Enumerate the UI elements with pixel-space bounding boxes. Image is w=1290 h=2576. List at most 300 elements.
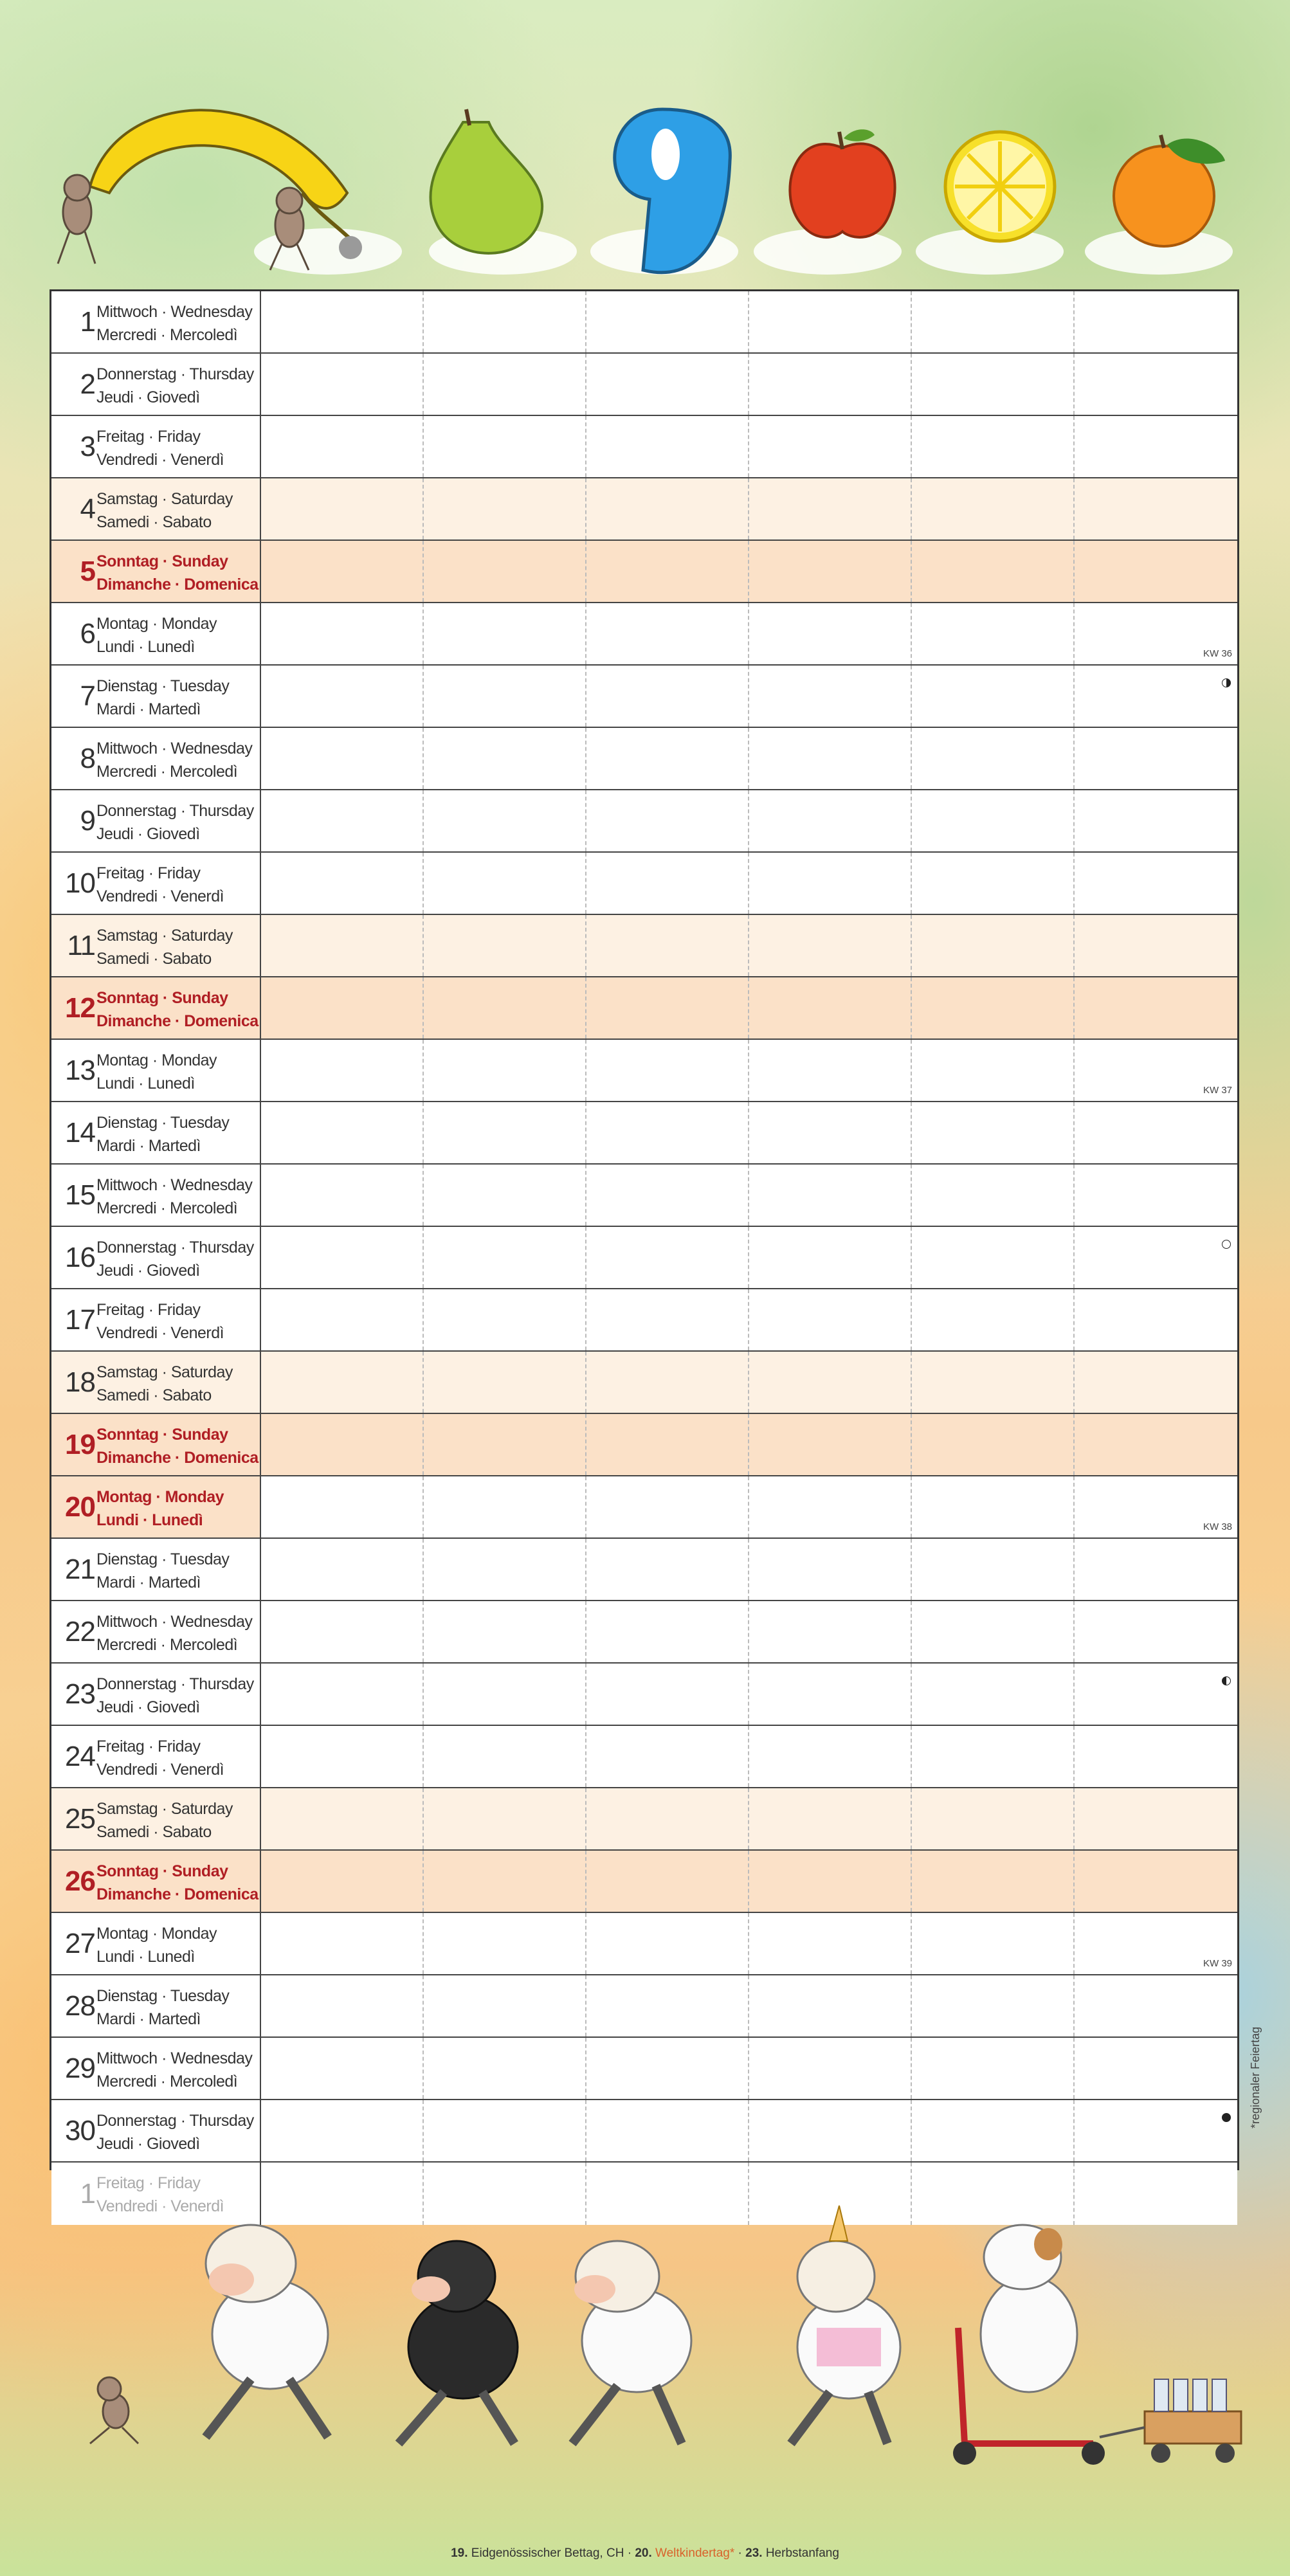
entry-cell[interactable] — [1075, 1289, 1237, 1350]
weekday-line: Dienstag · Tuesday — [96, 1550, 230, 1568]
entry-cell[interactable] — [424, 1788, 586, 1849]
entry-cell[interactable] — [749, 354, 912, 415]
entry-cell[interactable] — [424, 1476, 586, 1537]
weekday-name — [96, 1111, 261, 1157]
entry-cell[interactable] — [749, 1726, 912, 1787]
entry-cell[interactable] — [749, 1539, 912, 1600]
weekday-name — [96, 1735, 261, 1781]
entry-cell[interactable] — [586, 728, 749, 789]
entry-cell[interactable] — [1075, 1227, 1237, 1288]
entry-cell[interactable] — [1075, 1102, 1237, 1163]
entry-cell[interactable] — [586, 2100, 749, 2161]
entry-cell[interactable] — [1075, 728, 1237, 789]
entry-cell[interactable] — [261, 1664, 424, 1725]
weekday-name — [96, 1984, 261, 2031]
day-number: 29 — [65, 2052, 95, 2084]
moon-phase-icon — [1222, 678, 1231, 687]
entry-cell[interactable] — [912, 603, 1075, 664]
entry-cell[interactable] — [586, 603, 749, 664]
footer-holiday: Weltkindertag* — [651, 2546, 735, 2560]
day-cell — [51, 1788, 261, 1849]
weekday-line: Lundi · Lunedì — [96, 638, 195, 656]
entry-cell[interactable] — [424, 291, 586, 352]
entry-cell[interactable] — [424, 1227, 586, 1288]
entry-cell[interactable] — [424, 1539, 586, 1600]
weekday-line: Lundi · Lunedì — [96, 1948, 195, 1966]
entry-cell[interactable] — [749, 1289, 912, 1350]
entry-cell[interactable] — [586, 1289, 749, 1350]
entry-cell[interactable] — [912, 1289, 1075, 1350]
moon-phase-icon — [1222, 2113, 1231, 2122]
entry-cell[interactable] — [912, 1726, 1075, 1787]
entry-cell[interactable] — [424, 2100, 586, 2161]
entry-cell[interactable] — [912, 728, 1075, 789]
entry-cell[interactable] — [586, 1726, 749, 1787]
day-cell — [51, 478, 261, 540]
weekday-line: Mittwoch · Wednesday — [96, 739, 253, 757]
entry-cell[interactable] — [1075, 2100, 1237, 2161]
entry-cell[interactable] — [912, 1788, 1075, 1849]
entry-cell[interactable] — [912, 1165, 1075, 1226]
entry-cell[interactable] — [912, 666, 1075, 727]
calendar-row — [51, 1913, 1237, 1975]
calendar-row — [51, 790, 1237, 853]
entry-cell[interactable] — [1075, 2038, 1237, 2099]
calendar-row — [51, 728, 1237, 790]
lemon-slice-icon — [945, 132, 1055, 241]
calendar-row — [51, 603, 1237, 666]
unicorn-sheep-icon — [791, 2206, 900, 2444]
entry-cell[interactable] — [261, 1975, 424, 2036]
calendar-grid — [50, 289, 1239, 2215]
entry-cell[interactable] — [749, 1165, 912, 1226]
entry-cell[interactable] — [912, 977, 1075, 1039]
entry-cell[interactable] — [424, 354, 586, 415]
entry-cell[interactable] — [586, 1165, 749, 1226]
day-cell — [51, 728, 261, 789]
day-cell — [51, 1913, 261, 1974]
entry-cell[interactable] — [261, 1040, 424, 1101]
weekday-line: Sonntag · Sunday — [96, 552, 228, 570]
entry-cell[interactable] — [424, 603, 586, 664]
day-cell — [51, 1227, 261, 1288]
weekday-line: Mercredi · Mercoledì — [96, 1199, 238, 1217]
day-number: 8 — [80, 742, 95, 774]
day-number: 1 — [80, 2177, 95, 2209]
entry-cell[interactable] — [912, 416, 1075, 477]
entry-cell[interactable] — [912, 1913, 1075, 1974]
entry-cell[interactable] — [749, 1414, 912, 1475]
weekday-line: Sonntag · Sunday — [96, 989, 228, 1007]
entry-cell[interactable] — [586, 1102, 749, 1163]
entry-cell[interactable] — [1075, 915, 1237, 976]
entry-cell[interactable] — [586, 1913, 749, 1974]
entry-cell[interactable] — [749, 790, 912, 851]
day-cell — [51, 291, 261, 352]
weekday-name — [96, 862, 261, 908]
entry-cell[interactable] — [586, 1851, 749, 1912]
weekday-line: Donnerstag · Thursday — [96, 365, 254, 383]
apple-icon — [790, 129, 895, 237]
weekday-line: Jeudi · Giovedì — [96, 2135, 200, 2153]
entry-cell[interactable] — [912, 541, 1075, 602]
weekday-name — [96, 612, 261, 658]
calendar-row — [51, 2100, 1237, 2163]
entry-cell[interactable] — [261, 728, 424, 789]
entry-cell[interactable] — [912, 291, 1075, 352]
entry-cell[interactable] — [749, 1040, 912, 1101]
entry-cell[interactable] — [261, 1227, 424, 1288]
weekday-name — [96, 1860, 261, 1906]
entry-cell[interactable] — [912, 354, 1075, 415]
day-number: 26 — [65, 1865, 95, 1897]
entry-cell[interactable] — [261, 1289, 424, 1350]
entry-cell[interactable] — [1075, 1788, 1237, 1849]
entry-cell[interactable] — [1075, 1165, 1237, 1226]
entry-cell[interactable] — [912, 1102, 1075, 1163]
entry-cell[interactable] — [749, 1913, 912, 1974]
day-number: 9 — [80, 804, 95, 837]
day-cell — [51, 666, 261, 727]
entry-cell[interactable] — [261, 1788, 424, 1849]
pear-icon — [430, 109, 542, 253]
entry-cell[interactable] — [424, 1726, 586, 1787]
day-number: 6 — [80, 617, 95, 649]
entry-cell[interactable] — [749, 1975, 912, 2036]
weekday-line: Montag · Monday — [96, 1925, 217, 1943]
entry-cell[interactable] — [1075, 977, 1237, 1039]
entry-cell[interactable] — [912, 915, 1075, 976]
weekday-line: Jeudi · Giovedì — [96, 1698, 200, 1716]
black-sheep-icon — [399, 2241, 518, 2444]
entry-cell[interactable] — [749, 603, 912, 664]
weekday-line: Donnerstag · Thursday — [96, 1238, 254, 1256]
weekday-line: Mercredi · Mercoledì — [96, 1636, 238, 1654]
entry-cell[interactable] — [749, 1227, 912, 1288]
entry-cell[interactable] — [1075, 1601, 1237, 1662]
weekday-name — [96, 799, 261, 846]
calendar-row — [51, 1788, 1237, 1851]
entry-cell[interactable] — [749, 1352, 912, 1413]
weekday-line: Donnerstag · Thursday — [96, 802, 254, 820]
entry-cell[interactable] — [586, 666, 749, 727]
entry-cell[interactable] — [261, 915, 424, 976]
holiday-footer — [0, 2546, 1290, 2561]
entry-cell[interactable] — [261, 790, 424, 851]
weekday-name — [96, 675, 261, 721]
entry-cell[interactable] — [261, 541, 424, 602]
weekday-line: Freitag · Friday — [96, 1301, 201, 1319]
entry-cell[interactable] — [586, 1476, 749, 1537]
entry-cell[interactable] — [424, 1601, 586, 1662]
calendar-row — [51, 1476, 1237, 1539]
entry-cell[interactable] — [424, 915, 586, 976]
entry-cell[interactable] — [424, 1352, 586, 1413]
calendar-week-label: KW 39 — [1203, 1958, 1232, 1969]
entry-cell[interactable] — [749, 416, 912, 477]
entry-cell[interactable] — [424, 1851, 586, 1912]
footer-date: 20. — [635, 2546, 652, 2560]
day-number: 17 — [65, 1303, 95, 1336]
entry-cell[interactable] — [1075, 1726, 1237, 1787]
entry-cell[interactable] — [424, 666, 586, 727]
weekday-name — [96, 1423, 261, 1469]
weekday-line: Dimanche · Domenica — [96, 1885, 259, 1903]
day-cell — [51, 1539, 261, 1600]
entry-cell[interactable] — [749, 1102, 912, 1163]
weekday-name — [96, 1298, 261, 1345]
entry-cell[interactable] — [586, 541, 749, 602]
entry-cell[interactable] — [586, 1975, 749, 2036]
day-number: 2 — [80, 368, 95, 400]
entry-cell[interactable] — [749, 478, 912, 540]
entry-cell[interactable] — [586, 416, 749, 477]
weekday-line: Montag · Monday — [96, 1051, 217, 1069]
weekday-line: Vendredi · Venerdì — [96, 887, 224, 905]
day-number: 22 — [65, 1615, 95, 1647]
weekday-line: Dimanche · Domenica — [96, 1012, 259, 1030]
entry-cell[interactable] — [912, 1227, 1075, 1288]
day-cell — [51, 790, 261, 851]
entry-cell[interactable] — [1075, 1352, 1237, 1413]
entry-cell[interactable] — [912, 1476, 1075, 1537]
white-sheep-icon — [572, 2241, 691, 2444]
entry-cell[interactable] — [749, 1788, 912, 1849]
entry-cell[interactable] — [261, 416, 424, 477]
entry-cell[interactable] — [586, 1664, 749, 1725]
entry-cell[interactable] — [586, 1040, 749, 1101]
weekday-line: Mardi · Martedì — [96, 700, 201, 718]
entry-cell[interactable] — [261, 291, 424, 352]
entry-cell[interactable] — [586, 977, 749, 1039]
entry-cell[interactable] — [912, 1851, 1075, 1912]
day-number: 18 — [65, 1366, 95, 1398]
footer-holiday: Herbstanfang — [762, 2546, 839, 2560]
calendar-row — [51, 478, 1237, 541]
entry-cell[interactable] — [912, 1539, 1075, 1600]
entry-cell[interactable] — [261, 1851, 424, 1912]
mouse-icon — [90, 2377, 138, 2444]
entry-cell[interactable] — [749, 541, 912, 602]
day-cell — [51, 603, 261, 664]
day-cell — [51, 2100, 261, 2161]
calendar-row — [51, 1352, 1237, 1414]
entry-cell[interactable] — [912, 790, 1075, 851]
entry-cell[interactable] — [424, 1040, 586, 1101]
entry-cell[interactable] — [912, 1414, 1075, 1475]
weekday-line: Mittwoch · Wednesday — [96, 1613, 253, 1631]
entry-cell[interactable] — [424, 790, 586, 851]
entry-cell[interactable] — [749, 1601, 912, 1662]
entry-cell[interactable] — [749, 666, 912, 727]
day-number: 23 — [65, 1678, 95, 1710]
entry-cell[interactable] — [912, 2038, 1075, 2099]
day-number: 20 — [65, 1491, 95, 1523]
moon-phase-icon — [1222, 1240, 1231, 1249]
entry-cell[interactable] — [586, 1601, 749, 1662]
entry-cell[interactable] — [749, 853, 912, 914]
entry-cell[interactable] — [424, 416, 586, 477]
day-cell — [51, 1040, 261, 1101]
entry-cell[interactable] — [261, 1539, 424, 1600]
day-cell — [51, 541, 261, 602]
weekday-line: Freitag · Friday — [96, 1737, 201, 1755]
weekday-line: Dimanche · Domenica — [96, 1449, 259, 1467]
entry-cell[interactable] — [424, 541, 586, 602]
entry-cell[interactable] — [424, 1664, 586, 1725]
entry-cell[interactable] — [1075, 666, 1237, 727]
entry-cell[interactable] — [424, 1289, 586, 1350]
entry-cell[interactable] — [1075, 1664, 1237, 1725]
entry-cell[interactable] — [261, 666, 424, 727]
weekday-name — [96, 986, 261, 1033]
entry-cell[interactable] — [424, 977, 586, 1039]
entry-cell[interactable] — [424, 728, 586, 789]
entry-cell[interactable] — [261, 603, 424, 664]
entry-cell[interactable] — [912, 1352, 1075, 1413]
entry-cell[interactable] — [912, 1601, 1075, 1662]
entry-cell[interactable] — [1075, 790, 1237, 851]
entry-cell[interactable] — [749, 2038, 912, 2099]
entry-cell[interactable] — [749, 2100, 912, 2161]
weekday-line: Samedi · Sabato — [96, 513, 212, 531]
entry-cell[interactable] — [261, 1601, 424, 1662]
entry-cell[interactable] — [1075, 1851, 1237, 1912]
entry-cell[interactable] — [261, 1913, 424, 1974]
day-number: 19 — [65, 1428, 95, 1460]
entry-cell[interactable] — [586, 1352, 749, 1413]
entry-cell[interactable] — [1075, 478, 1237, 540]
day-cell — [51, 977, 261, 1039]
month-number-icon — [615, 109, 731, 273]
entry-cell[interactable] — [1075, 354, 1237, 415]
weekday-line: Freitag · Friday — [96, 864, 201, 882]
weekday-line: Samstag · Saturday — [96, 927, 233, 945]
entry-cell[interactable] — [261, 478, 424, 540]
calendar-row — [51, 2038, 1237, 2100]
footer-date: 23. — [745, 2546, 763, 2560]
day-cell — [51, 2038, 261, 2099]
calendar-row — [51, 915, 1237, 977]
entry-cell[interactable] — [749, 1851, 912, 1912]
entry-cell[interactable] — [586, 2038, 749, 2099]
weekday-name — [96, 1049, 261, 1095]
entry-cell[interactable] — [586, 853, 749, 914]
entry-cell[interactable] — [912, 1040, 1075, 1101]
entry-cell[interactable] — [1075, 416, 1237, 477]
entry-cell[interactable] — [586, 1788, 749, 1849]
calendar-row — [51, 1414, 1237, 1476]
entry-cell[interactable] — [749, 977, 912, 1039]
entry-cell[interactable] — [1075, 291, 1237, 352]
entry-cell[interactable] — [261, 853, 424, 914]
weekday-line: Vendredi · Venerdì — [96, 451, 224, 469]
weekday-line: Samedi · Sabato — [96, 1386, 212, 1404]
entry-cell[interactable] — [261, 354, 424, 415]
entry-cell[interactable] — [912, 478, 1075, 540]
entry-cell[interactable] — [586, 291, 749, 352]
day-number: 10 — [65, 867, 95, 899]
entry-cell[interactable] — [749, 728, 912, 789]
weekday-line: Jeudi · Giovedì — [96, 1262, 200, 1280]
weekday-name — [96, 1922, 261, 1968]
day-cell — [51, 416, 261, 477]
weekday-line: Jeudi · Giovedì — [96, 388, 200, 406]
calendar-week-label: KW 38 — [1203, 1521, 1232, 1532]
entry-cell[interactable] — [749, 915, 912, 976]
white-sheep-icon — [206, 2225, 328, 2437]
entry-cell[interactable] — [424, 1975, 586, 2036]
fruit-illustrations — [0, 0, 1290, 289]
bottom-illustrations — [0, 2180, 1290, 2540]
entry-cell[interactable] — [1075, 541, 1237, 602]
entry-cell[interactable] — [1075, 1414, 1237, 1475]
entry-cell[interactable] — [586, 1227, 749, 1288]
entry-cell[interactable] — [261, 1352, 424, 1413]
entry-cell[interactable] — [912, 1664, 1075, 1725]
entry-cell[interactable] — [586, 1414, 749, 1475]
entry-cell[interactable] — [261, 1102, 424, 1163]
entry-cell[interactable] — [749, 1476, 912, 1537]
entry-cell[interactable] — [424, 1102, 586, 1163]
entry-cell[interactable] — [261, 1165, 424, 1226]
calendar-row — [51, 1539, 1237, 1601]
banana-icon — [90, 110, 362, 259]
entry-cell[interactable] — [1075, 853, 1237, 914]
entry-cell[interactable] — [586, 915, 749, 976]
entry-cell[interactable] — [749, 291, 912, 352]
weekday-line: Mardi · Martedì — [96, 1574, 201, 1592]
entry-cell[interactable] — [912, 2100, 1075, 2161]
calendar-week-label: KW 36 — [1203, 648, 1232, 659]
entry-cell[interactable] — [586, 790, 749, 851]
entry-cell[interactable] — [261, 1476, 424, 1537]
entry-cell[interactable] — [261, 1414, 424, 1475]
entry-cell[interactable] — [586, 354, 749, 415]
entry-cell[interactable] — [261, 2100, 424, 2161]
entry-cell[interactable] — [424, 1913, 586, 1974]
entry-cell[interactable] — [749, 1664, 912, 1725]
entry-cell[interactable] — [912, 1975, 1075, 2036]
entry-cell[interactable] — [261, 1726, 424, 1787]
entry-cell[interactable] — [912, 853, 1075, 914]
weekday-line: Dienstag · Tuesday — [96, 1987, 230, 2005]
weekday-line: Donnerstag · Thursday — [96, 1675, 254, 1693]
day-cell — [51, 1414, 261, 1475]
entry-cell[interactable] — [1075, 1975, 1237, 2036]
entry-cell[interactable] — [424, 853, 586, 914]
day-number: 4 — [80, 493, 95, 525]
entry-cell[interactable] — [424, 2038, 586, 2099]
day-number: 14 — [65, 1116, 95, 1148]
entry-cell[interactable] — [1075, 1539, 1237, 1600]
weekday-name — [96, 1797, 261, 1844]
day-cell — [51, 1289, 261, 1350]
calendar-row — [51, 977, 1237, 1040]
entry-cell[interactable] — [586, 1539, 749, 1600]
day-number: 21 — [65, 1553, 95, 1585]
entry-cell[interactable] — [261, 977, 424, 1039]
entry-cell[interactable] — [424, 478, 586, 540]
weekday-name — [96, 1174, 261, 1220]
day-cell — [51, 1352, 261, 1413]
weekday-line: Sonntag · Sunday — [96, 1862, 228, 1880]
entry-cell[interactable] — [424, 1414, 586, 1475]
entry-cell[interactable] — [586, 478, 749, 540]
mouse-icon — [270, 188, 309, 270]
entry-cell[interactable] — [261, 2038, 424, 2099]
entry-cell[interactable] — [424, 1165, 586, 1226]
